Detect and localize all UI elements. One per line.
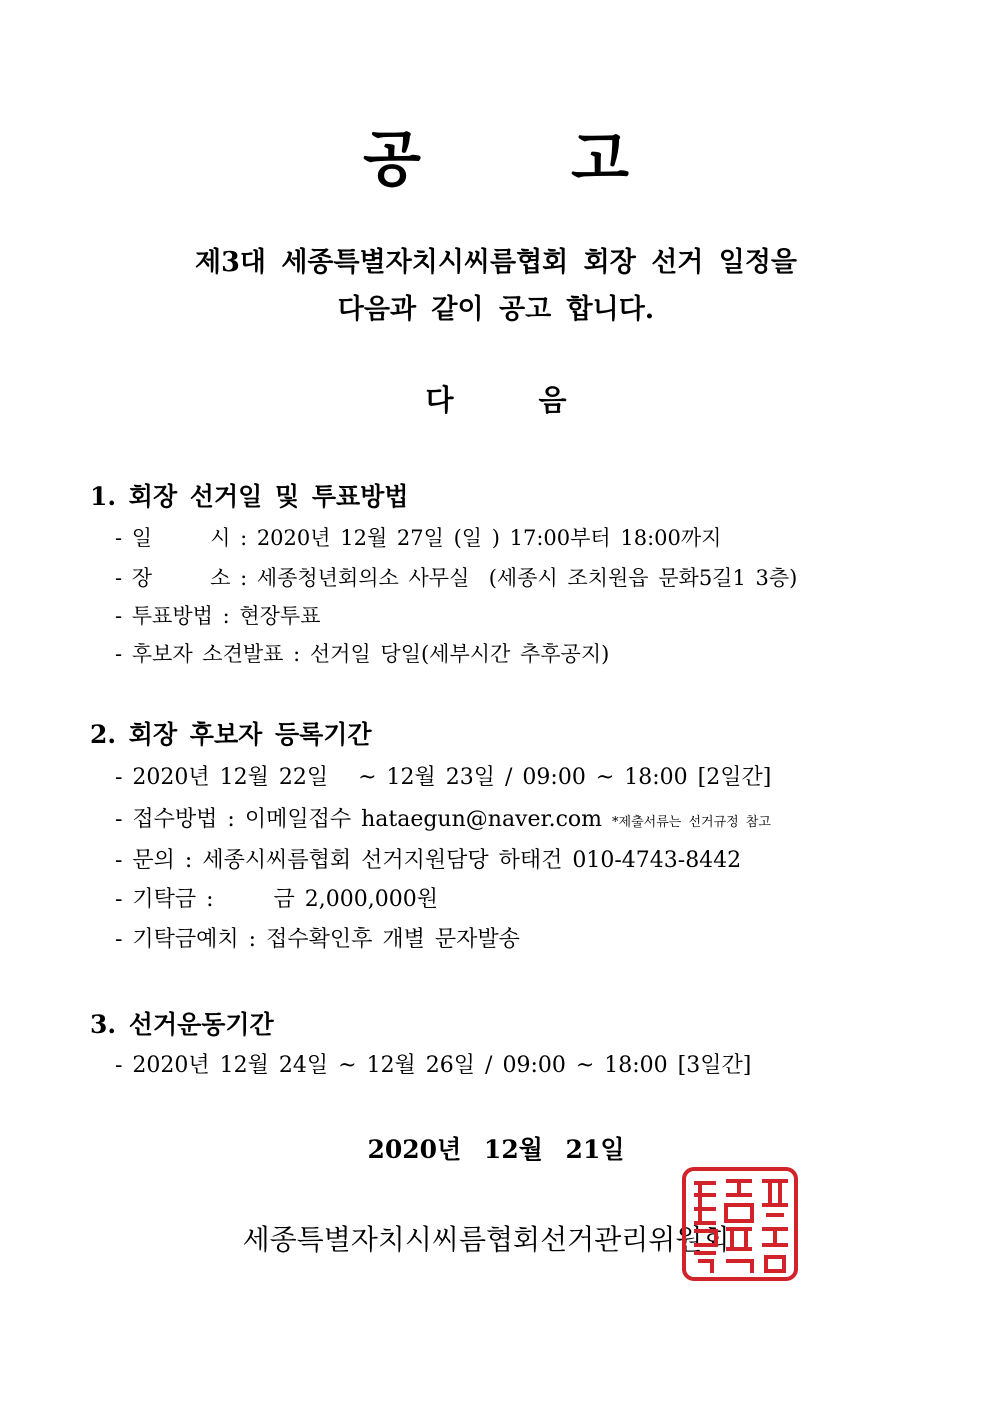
application-method-text: - 접수방법 : 이메일접수 hataegun@naver.com [115, 807, 603, 832]
announcement-date: 2020년 12월 21일 [367, 1135, 625, 1164]
section-1-item-candidate-speech: - 후보자 소견발표 : 선거일 당일(세부시간 추후공지) [115, 642, 610, 666]
section-2-item-period: - 2020년 12월 22일 ~ 12월 23일 / 09:00 ~ 18:00 [2일간] [115, 765, 772, 790]
seal-glyph-3 [762, 1181, 788, 1215]
section-1-item-location: - 장 소 : 세종청년회의소 사무실 (세종시 조치원읍 문화5길1 3층) [115, 566, 798, 590]
section-2-item-application [115, 802, 771, 833]
subtitle-line-2: 다음과 같이 공고 합니다. [337, 294, 655, 325]
title-right-char: 고 [571, 125, 629, 195]
heading-right-char: 음 [538, 383, 567, 417]
organization-name: 세종특별자치시씨름협회선거관리위원회 [242, 1223, 730, 1256]
seal-glyph-5 [726, 1229, 752, 1273]
section-2-title: 2. 회장 후보자 등록기간 [90, 720, 372, 749]
section-2-item-deposit-notice: - 기탁금예치 : 접수확인후 개별 문자발송 [115, 927, 520, 952]
page-title [0, 112, 992, 198]
section-1-item-datetime: - 일 시 : 2020년 12월 27일 (일 ) 17:00부터 18:00까지 [115, 526, 722, 550]
seal-glyph-4 [694, 1231, 716, 1273]
subtitle-line-1: 제3대 세종특별자치시씨름협회 회장 선거 일정을 [194, 247, 798, 278]
seal-glyph-1 [694, 1183, 716, 1223]
section-1-item-voting-method: - 투표방법 : 현장투표 [115, 604, 321, 628]
title-left-char: 공 [363, 125, 421, 195]
section-3-title: 3. 선거운동기간 [90, 1010, 274, 1039]
seal-glyph-2 [726, 1181, 752, 1221]
section-2-item-inquiry: - 문의 : 세종시씨름협회 선거지원담당 하태건 010-4743-8442 [115, 848, 742, 873]
documents-note: *제출서류는 선거규정 참고 [612, 815, 771, 830]
section-3-item-period: - 2020년 12월 24일 ~ 12월 26일 / 09:00 ~ 18:00 [3일간] [115, 1053, 752, 1078]
section-heading [0, 378, 992, 419]
official-seal-stamp [680, 1165, 800, 1283]
heading-left-char: 다 [425, 383, 454, 417]
seal-glyph-6 [762, 1229, 788, 1271]
section-1-title: 1. 회장 선거일 및 투표방법 [90, 482, 409, 511]
section-2-item-deposit: - 기탁금 : 금 2,000,000원 [115, 887, 439, 912]
